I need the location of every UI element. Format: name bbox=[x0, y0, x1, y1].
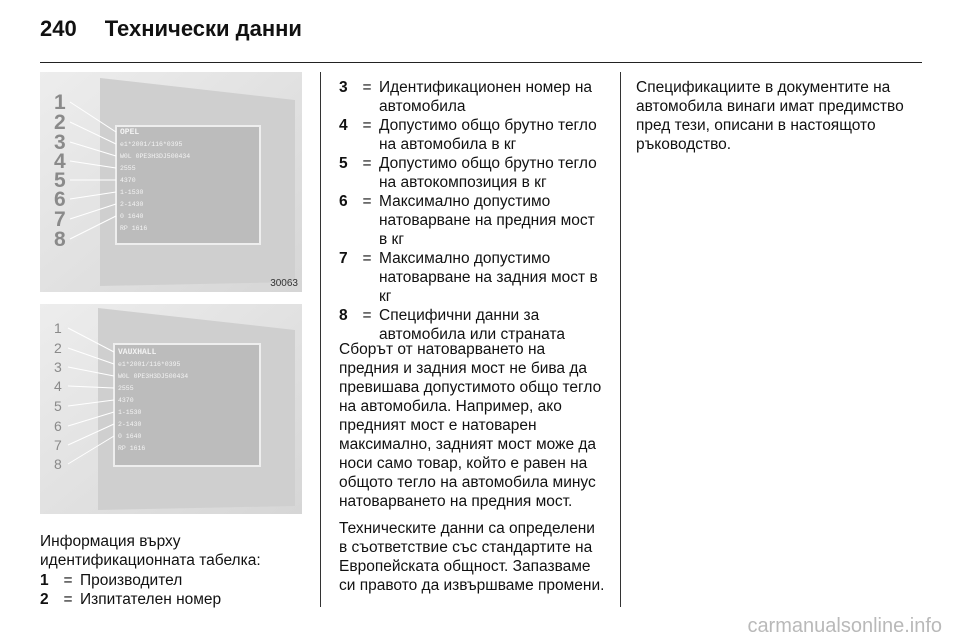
id-plate-illustration-opel bbox=[40, 72, 302, 292]
legend-eq: = bbox=[362, 250, 372, 267]
column-divider bbox=[620, 72, 621, 607]
legend-value: Максимално допустимо натоварване на предния мост в кг bbox=[379, 193, 595, 248]
callout-3: 3 bbox=[54, 359, 62, 375]
legend-value: Изпитателен номер bbox=[80, 591, 222, 608]
plate-line: 1-1530 bbox=[118, 409, 142, 416]
page-header bbox=[40, 16, 302, 42]
legend-key: 8 bbox=[339, 307, 348, 324]
callout-6: 6 bbox=[54, 188, 66, 211]
header-rule bbox=[40, 62, 922, 63]
legend-key: 6 bbox=[339, 193, 348, 210]
plate-line: W0L 0PE3H3DJ500434 bbox=[120, 153, 191, 160]
plate-line: 4370 bbox=[118, 397, 134, 404]
legend-item-6 bbox=[339, 192, 604, 249]
legend-value: Специфични данни за автомобила или страната bbox=[379, 307, 565, 343]
legend-value: Допустимо общо брутно тегло на автокомпозиция в кг bbox=[379, 155, 597, 191]
legend-item-3 bbox=[339, 78, 604, 116]
paragraph-tech-data: Техническите данни са определени в съответствие със стандартите на Европейската общност. Запазваме си правото да извършваме промени. bbox=[339, 520, 605, 594]
callout-1: 1 bbox=[54, 320, 62, 336]
legend-eq: = bbox=[63, 572, 73, 589]
col3-body bbox=[636, 78, 908, 162]
legend-key: 4 bbox=[339, 117, 348, 134]
callout-8: 8 bbox=[54, 228, 66, 251]
callout-5: 5 bbox=[54, 169, 66, 192]
callout-7: 7 bbox=[54, 437, 62, 453]
callout-8: 8 bbox=[54, 456, 62, 472]
legend-eq: = bbox=[362, 307, 372, 324]
plate-line: 0 1640 bbox=[120, 213, 144, 220]
legend-value: Максимално допустимо натоварване на задния мост в кг bbox=[379, 250, 598, 305]
legend-item-1 bbox=[40, 571, 302, 590]
callout-3: 3 bbox=[54, 131, 66, 154]
plate-line: W0L 0PE3H3DJ500434 bbox=[118, 373, 189, 380]
legend-key: 3 bbox=[339, 79, 348, 96]
callout-1: 1 bbox=[54, 91, 66, 114]
plate-line: 2-1430 bbox=[118, 421, 142, 428]
plate-line: e1*2001/116*0395 bbox=[118, 361, 181, 368]
id-plate-figure-opel bbox=[40, 72, 302, 292]
paragraph-axle-load: Сборът от натоварването на предния и задния мост не бива да превишава допустимото общо тегло на автомобила. Например, ако предният мост е натоварен максимално, задният мост може да носи само товар, който е равен на общото тегло на автомобила минус натоварването на предния мост. bbox=[339, 341, 602, 510]
legend-eq: = bbox=[362, 79, 372, 96]
figure-code: 30063 bbox=[270, 278, 298, 289]
plate-line: 2555 bbox=[120, 165, 136, 172]
callout-5: 5 bbox=[54, 398, 62, 414]
plate-brand: VAUXHALL bbox=[118, 348, 157, 357]
column-divider bbox=[320, 72, 321, 607]
legend-value: Идентификационен номер на автомобила bbox=[379, 79, 593, 115]
plate-line: RP 1616 bbox=[118, 445, 146, 452]
plate-line: 2-1430 bbox=[120, 201, 144, 208]
callout-4: 4 bbox=[54, 150, 66, 173]
legend-item-4 bbox=[339, 116, 604, 154]
id-plate-illustration-vauxhall bbox=[40, 304, 302, 514]
watermark: carmanualsonline.info bbox=[747, 615, 942, 637]
legend-item-5 bbox=[339, 154, 604, 192]
plate-brand: OPEL bbox=[120, 128, 140, 137]
legend-list-col2 bbox=[339, 78, 604, 344]
legend-key: 7 bbox=[339, 250, 348, 267]
legend-eq: = bbox=[362, 193, 372, 210]
legend-value: Производител bbox=[80, 572, 183, 589]
plate-line: RP 1616 bbox=[120, 225, 148, 232]
plate-line: 4370 bbox=[120, 177, 136, 184]
id-plate-figure-vauxhall bbox=[40, 304, 302, 514]
page-title: Технически данни bbox=[104, 16, 302, 41]
legend-eq: = bbox=[362, 155, 372, 172]
plate-line: 1-1530 bbox=[120, 189, 144, 196]
col2-body bbox=[339, 340, 607, 603]
legend-list-col1 bbox=[40, 571, 302, 609]
callout-2: 2 bbox=[54, 111, 66, 134]
plate-line: 2555 bbox=[118, 385, 134, 392]
callout-4: 4 bbox=[54, 378, 62, 394]
legend-key: 1 bbox=[40, 572, 49, 589]
legend-value: Допустимо общо брутно тегло на автомобила в кг bbox=[379, 117, 597, 153]
legend-item-8 bbox=[339, 306, 604, 344]
callout-6: 6 bbox=[54, 418, 62, 434]
paragraph-specifications: Спецификациите в документите на автомобила винаги имат предимство пред тези, описани в настоящото ръководство. bbox=[636, 79, 904, 153]
legend-eq: = bbox=[362, 117, 372, 134]
legend-key: 2 bbox=[40, 591, 49, 608]
legend-key: 5 bbox=[339, 155, 348, 172]
legend-eq: = bbox=[63, 591, 73, 608]
callout-2: 2 bbox=[54, 340, 62, 356]
page-number: 240 bbox=[40, 16, 77, 41]
plate-line: 0 1640 bbox=[118, 433, 142, 440]
legend-item-2 bbox=[40, 590, 302, 609]
legend-item-7 bbox=[339, 249, 604, 306]
callout-7: 7 bbox=[54, 208, 66, 231]
plate-line: e1*2001/116*0395 bbox=[120, 141, 183, 148]
plate-info-intro: Информация върху идентификационната табелка: bbox=[40, 533, 261, 569]
